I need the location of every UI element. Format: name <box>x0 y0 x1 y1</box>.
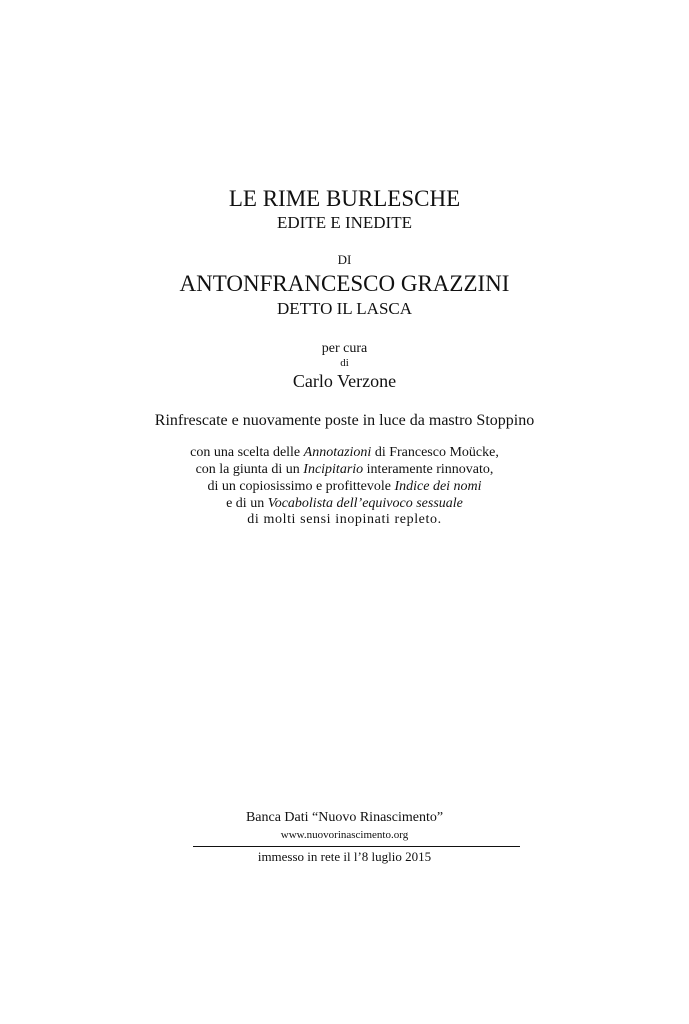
curatorship-preposition: di <box>340 357 349 369</box>
note-line-3-italic: Indice dei nomi <box>394 479 482 494</box>
note-line-2-pre: con la giunta di un <box>195 462 304 477</box>
author-alias: DETTO IL LASCA <box>276 299 413 318</box>
note-line-3-pre: di un copiosissimo e profittevole <box>207 479 395 494</box>
note-line-1-italic: Annotazioni <box>303 445 372 460</box>
footer-date: immesso in rete il l’8 luglio 2015 <box>257 849 432 864</box>
book-title: LE RIME BURLESCHE <box>228 186 461 211</box>
note-line-1 <box>0 445 689 461</box>
footer-rule <box>193 846 520 847</box>
note-line-4-pre: e di un <box>226 496 268 511</box>
note-line-4 <box>0 496 689 512</box>
editor-name: Carlo Verzone <box>292 371 397 391</box>
curatorship-label: per cura <box>321 341 368 356</box>
note-line-1-post: di Francesco Moücke, <box>371 445 499 460</box>
author-preposition: DI <box>337 252 352 267</box>
note-line-2 <box>0 462 689 478</box>
note-line-2-italic: Incipitario <box>303 462 364 477</box>
note-line-1-pre: con una scelta delle <box>190 445 304 460</box>
book-subtitle: EDITE E INEDITE <box>276 213 412 232</box>
note-line-5: di molti sensi inopinati repleto. <box>247 512 442 527</box>
note-line-2-post: interamente rinnovato, <box>363 462 494 477</box>
note-line-4-italic: Vocabolista dell’equivoco sessuale <box>267 496 463 511</box>
footer-url[interactable]: www.nuovorinascimento.org <box>280 829 409 841</box>
footer-bank: Banca Dati “Nuovo Rinascimento” <box>245 810 444 825</box>
revision-line: Rinfrescate e nuovamente poste in luce da mastro Stoppino <box>154 412 535 429</box>
note-line-3 <box>0 479 689 495</box>
author-name: ANTONFRANCESCO GRAZZINI <box>179 271 510 296</box>
